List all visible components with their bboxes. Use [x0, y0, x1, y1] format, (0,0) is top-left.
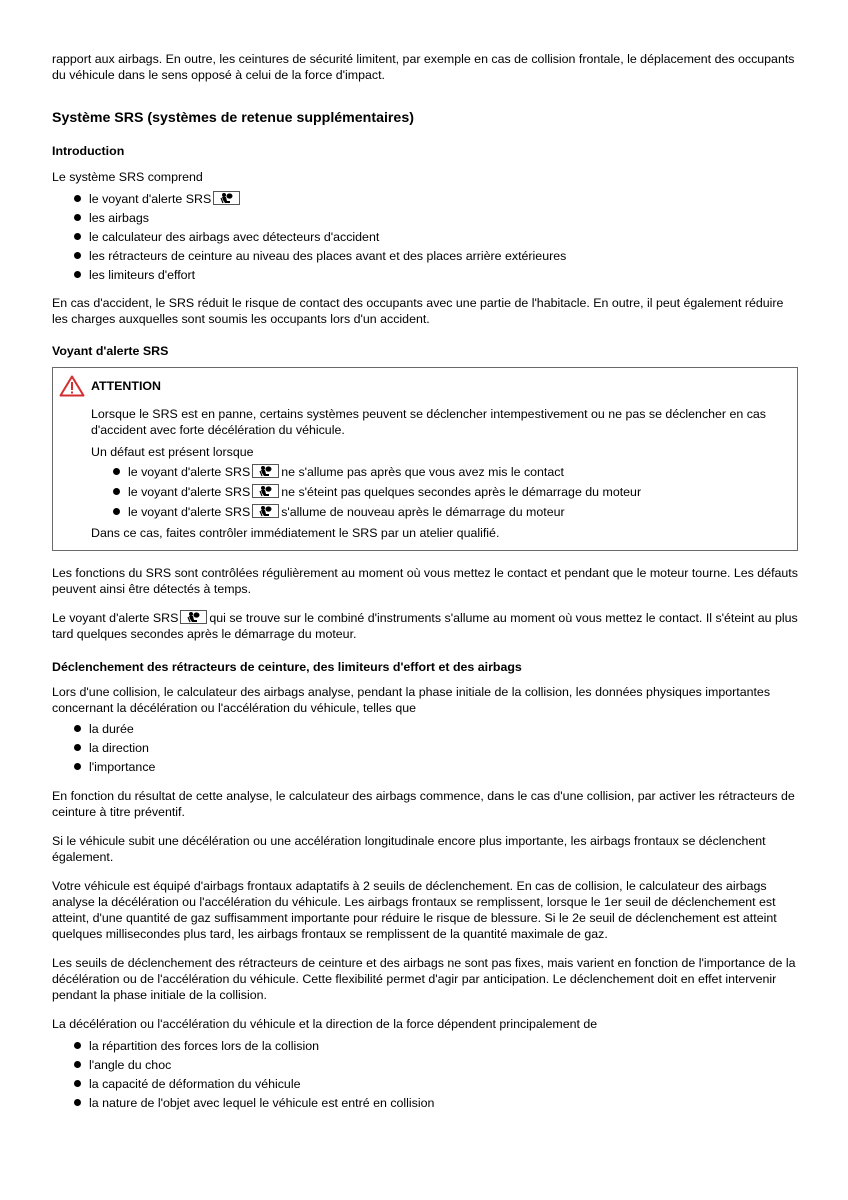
- voyant-paragraph: Le voyant d'alerte SRS qui se trouve sur le combiné d'instruments s'allume au moment où vous mettez le contact. Il s'éteint au plus tard quelques secondes après le démarrage du moteur.: [52, 611, 798, 641]
- list-item: la répartition des forces lors de la collision: [52, 1038, 798, 1054]
- declenchement-lead: Lors d'une collision, le calculateur des airbags analyse, pendant la phase initiale de la collision, les données physiques importantes concernant la décélération ou l'accélération du véhicule, telles que: [52, 685, 771, 715]
- srs-airbag-indicator-icon: [180, 610, 207, 624]
- list-item: le voyant d'alerte SRS: [52, 191, 798, 207]
- voyant-paragraph: Les fonctions du SRS sont contrôlées régulièrement au moment où vous mettez le contact et pendant que le moteur tourne. Les défauts peuvent ainsi être détectés à temps.: [52, 566, 798, 596]
- list-item: le voyant d'alerte SRS ne s'allume pas après que vous avez mis le contact: [91, 464, 785, 480]
- introduction-paragraph: En cas d'accident, le SRS réduit le risque de contact des occupants avec une partie de l'habitacle. En outre, il peut également réduire les charges auxquelles sont soumis les occupants lors d'un accident.: [52, 296, 784, 326]
- warning-title: ATTENTION: [91, 379, 161, 393]
- warning-list: [91, 464, 785, 520]
- declenchement-paragraph: Votre véhicule est équipé d'airbags frontaux adaptatifs à 2 seuils de déclenchement. En cas de collision, le calculateur des airbags analyse la décélération ou l'accélération du véhicule. Les airbags frontaux se remplissent, lorsque le 1er seuil de déclenchement est atteint, d'une quantité de gaz suffisamment importante pour réduire le risque de blessure. Si le 2e seuil de déclenchement est atteint quelques millisecondes plus tard, les airbags frontaux se remplissent de la quantité maximale de gaz.: [52, 879, 777, 941]
- declenchement-heading: Déclenchement des rétracteurs de ceinture, des limiteurs d'effort et des airbags: [52, 660, 522, 674]
- declenchement-paragraph: La décélération ou l'accélération du véhicule et la direction de la force dépendent principalement de: [52, 1017, 598, 1031]
- srs-airbag-indicator-icon: [252, 464, 279, 478]
- warning-box: [52, 367, 798, 551]
- voyant-heading: Voyant d'alerte SRS: [52, 344, 169, 358]
- introduction-heading: Introduction: [52, 144, 125, 158]
- intro-paragraph: rapport aux airbags. En outre, les ceintures de sécurité limitent, par exemple en cas de collision frontale, le déplacement des occupants du véhicule dans le sens opposé à celui de la force d'impact.: [52, 52, 795, 82]
- warning-paragraph: Un défaut est présent lorsque: [91, 445, 254, 459]
- introduction-lead: Le système SRS comprend: [52, 170, 203, 184]
- warning-paragraph: Dans ce cas, faites contrôler immédiatement le SRS par un atelier qualifié.: [91, 526, 500, 540]
- list-item: les airbags: [52, 210, 798, 226]
- list-item: la direction: [52, 740, 798, 756]
- list-item: le calculateur des airbags avec détecteurs d'accident: [52, 229, 798, 245]
- list-item: le voyant d'alerte SRS ne s'éteint pas quelques secondes après le démarrage du moteur: [91, 484, 785, 500]
- srs-airbag-indicator-icon: [252, 484, 279, 498]
- warning-triangle-icon: [59, 375, 85, 397]
- warning-paragraph: Lorsque le SRS est en panne, certains systèmes peuvent se déclencher intempestivement ou ne pas se déclencher en cas d'accident avec forte décélération du véhicule.: [91, 407, 766, 437]
- srs-components-list: [52, 191, 798, 283]
- srs-airbag-indicator-icon: [252, 504, 279, 518]
- list-item: la durée: [52, 721, 798, 737]
- declenchement-paragraph: En fonction du résultat de cette analyse, le calculateur des airbags commence, dans le cas d'une collision, par activer les rétracteurs de ceinture à titre préventif.: [52, 789, 795, 819]
- list-item: la capacité de déformation du véhicule: [52, 1076, 798, 1092]
- collision-data-list: [52, 721, 798, 775]
- list-item: les rétracteurs de ceinture au niveau des places avant et des places arrière extérieures: [52, 248, 798, 264]
- list-item: le voyant d'alerte SRS s'allume de nouveau après le démarrage du moteur: [91, 504, 785, 520]
- list-item: l'angle du choc: [52, 1057, 798, 1073]
- page-content: [52, 51, 798, 1124]
- force-factors-list: [52, 1038, 798, 1111]
- list-item: la nature de l'objet avec lequel le véhicule est entré en collision: [52, 1095, 798, 1111]
- list-item: l'importance: [52, 759, 798, 775]
- declenchement-paragraph: Les seuils de déclenchement des rétracteurs de ceinture et des airbags ne sont pas fixes, mais varient en fonction de l'importance de la décélération ou de l'accélération du véhicule. Cette flexibilité permet d'agir par anticipation. Le déclenchement doit en effet intervenir pendant la phase initiale de la collision.: [52, 956, 796, 1002]
- srs-airbag-indicator-icon: [213, 191, 240, 205]
- section-title: Système SRS (systèmes de retenue supplémentaires): [52, 110, 414, 126]
- declenchement-paragraph: Si le véhicule subit une décélération ou une accélération longitudinale encore plus importante, les airbags frontaux se déclenchent également.: [52, 834, 766, 864]
- list-item: les limiteurs d'effort: [52, 267, 798, 283]
